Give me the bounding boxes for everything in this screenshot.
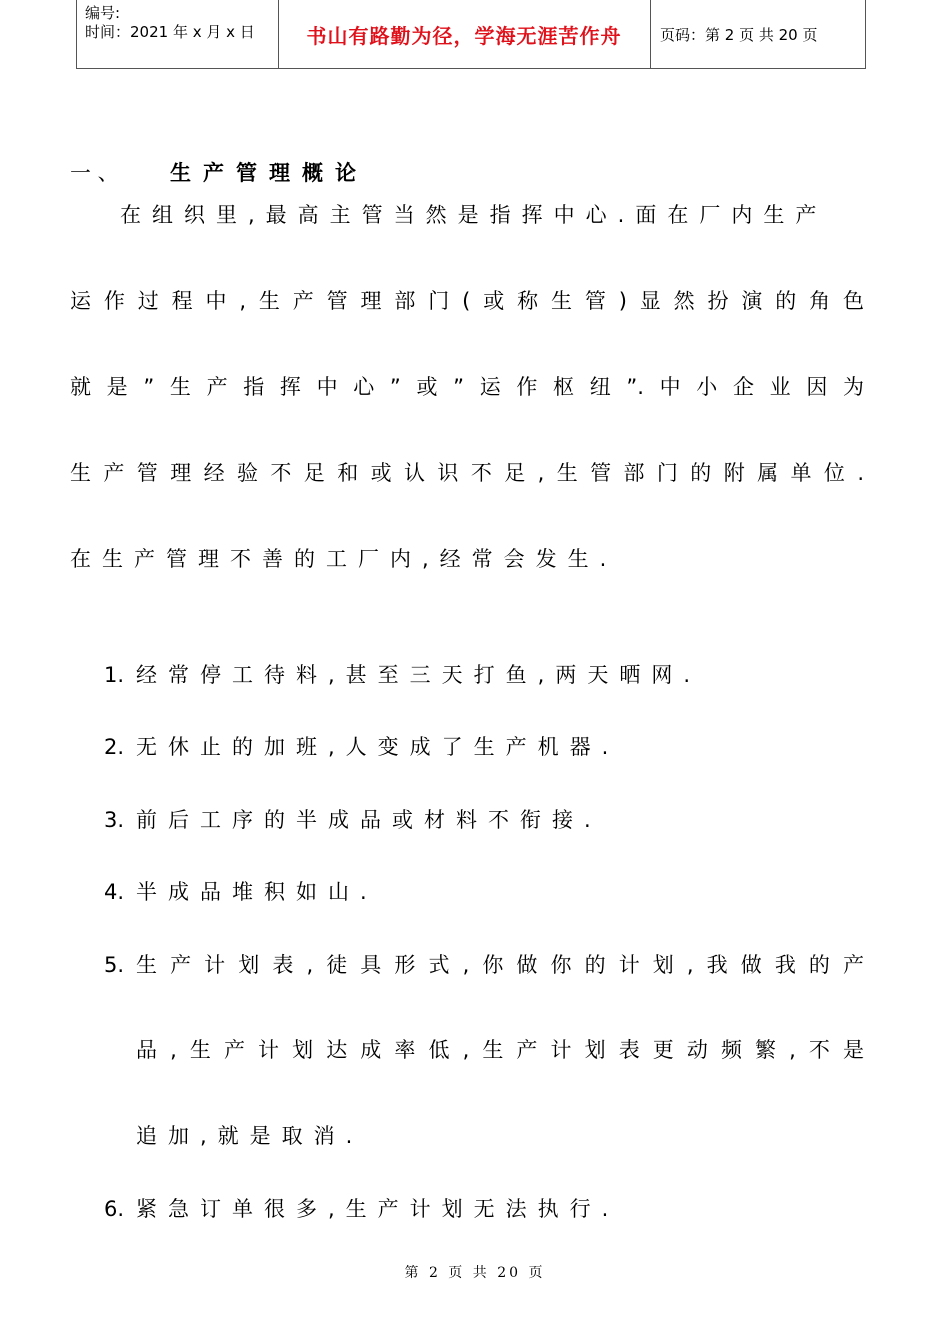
- list-item-text: 生产计划表,徒具形式,你做你的计划,我做我的产: [136, 953, 864, 977]
- list-item-text: 前后工序的半成品或材料不衔接.: [136, 808, 602, 832]
- list-item: [104, 732, 864, 762]
- paragraph-line: 就是”生产指挥中心”或”运作枢纽”.中小企业因为: [70, 375, 864, 399]
- header-motto: 书山有路勤为径，学海无涯苦作舟: [306, 23, 622, 48]
- paragraph-line: 在组织里,最高主管当然是指挥中心.面在厂内生产: [120, 203, 828, 227]
- list-item: [104, 805, 864, 835]
- list-item: [104, 1194, 864, 1224]
- list-item: [104, 877, 864, 907]
- list-item-number: 4.: [104, 880, 125, 904]
- list-item-number: 3.: [104, 808, 125, 832]
- section-number: 一 、: [70, 161, 119, 185]
- document-date: 时间：2021 年 x 月 x 日: [85, 23, 255, 41]
- header-divider: [76, 0, 77, 68]
- list-item: [104, 950, 864, 980]
- list-item-continuation: 追加,就是取消.: [136, 1124, 364, 1148]
- section-title: 生产管理概论: [170, 161, 368, 185]
- paragraph-line: 运作过程中,生产管理部门(或称生管)显然扮演的角色: [70, 289, 864, 313]
- header-page-info: 页码：第 2 页 共 20 页: [660, 25, 818, 44]
- header-divider: [650, 0, 651, 68]
- list-item-continuation: 品,生产计划达成率低,生产计划表更动频繁,不是: [136, 1038, 864, 1062]
- list-item: [104, 660, 864, 690]
- list-item-number: 5.: [104, 953, 125, 977]
- page-header: [76, 0, 866, 69]
- list-item-number: 6.: [104, 1197, 125, 1221]
- paragraph-line: 在生产管理不善的工厂内,经常会发生.: [70, 547, 618, 571]
- header-meta: [85, 4, 273, 42]
- list-item-number: 2.: [104, 735, 125, 759]
- paragraph-line: 生产管理经验不足和或认识不足,生管部门的附属单位.: [70, 461, 864, 485]
- list-item-number: 1.: [104, 663, 125, 687]
- document-number-label: 编号:: [85, 4, 121, 22]
- list-item-text: 无休止的加班,人变成了生产机器.: [136, 735, 620, 759]
- list-item-text: 经常停工待料,甚至三天打鱼,两天晒网.: [136, 663, 702, 687]
- list-item-text: 半成品堆积如山.: [136, 880, 378, 904]
- page-footer: 第 2 页 共 20 页: [404, 1265, 546, 1281]
- list-item-text: 紧急订单很多,生产计划无法执行.: [136, 1197, 620, 1221]
